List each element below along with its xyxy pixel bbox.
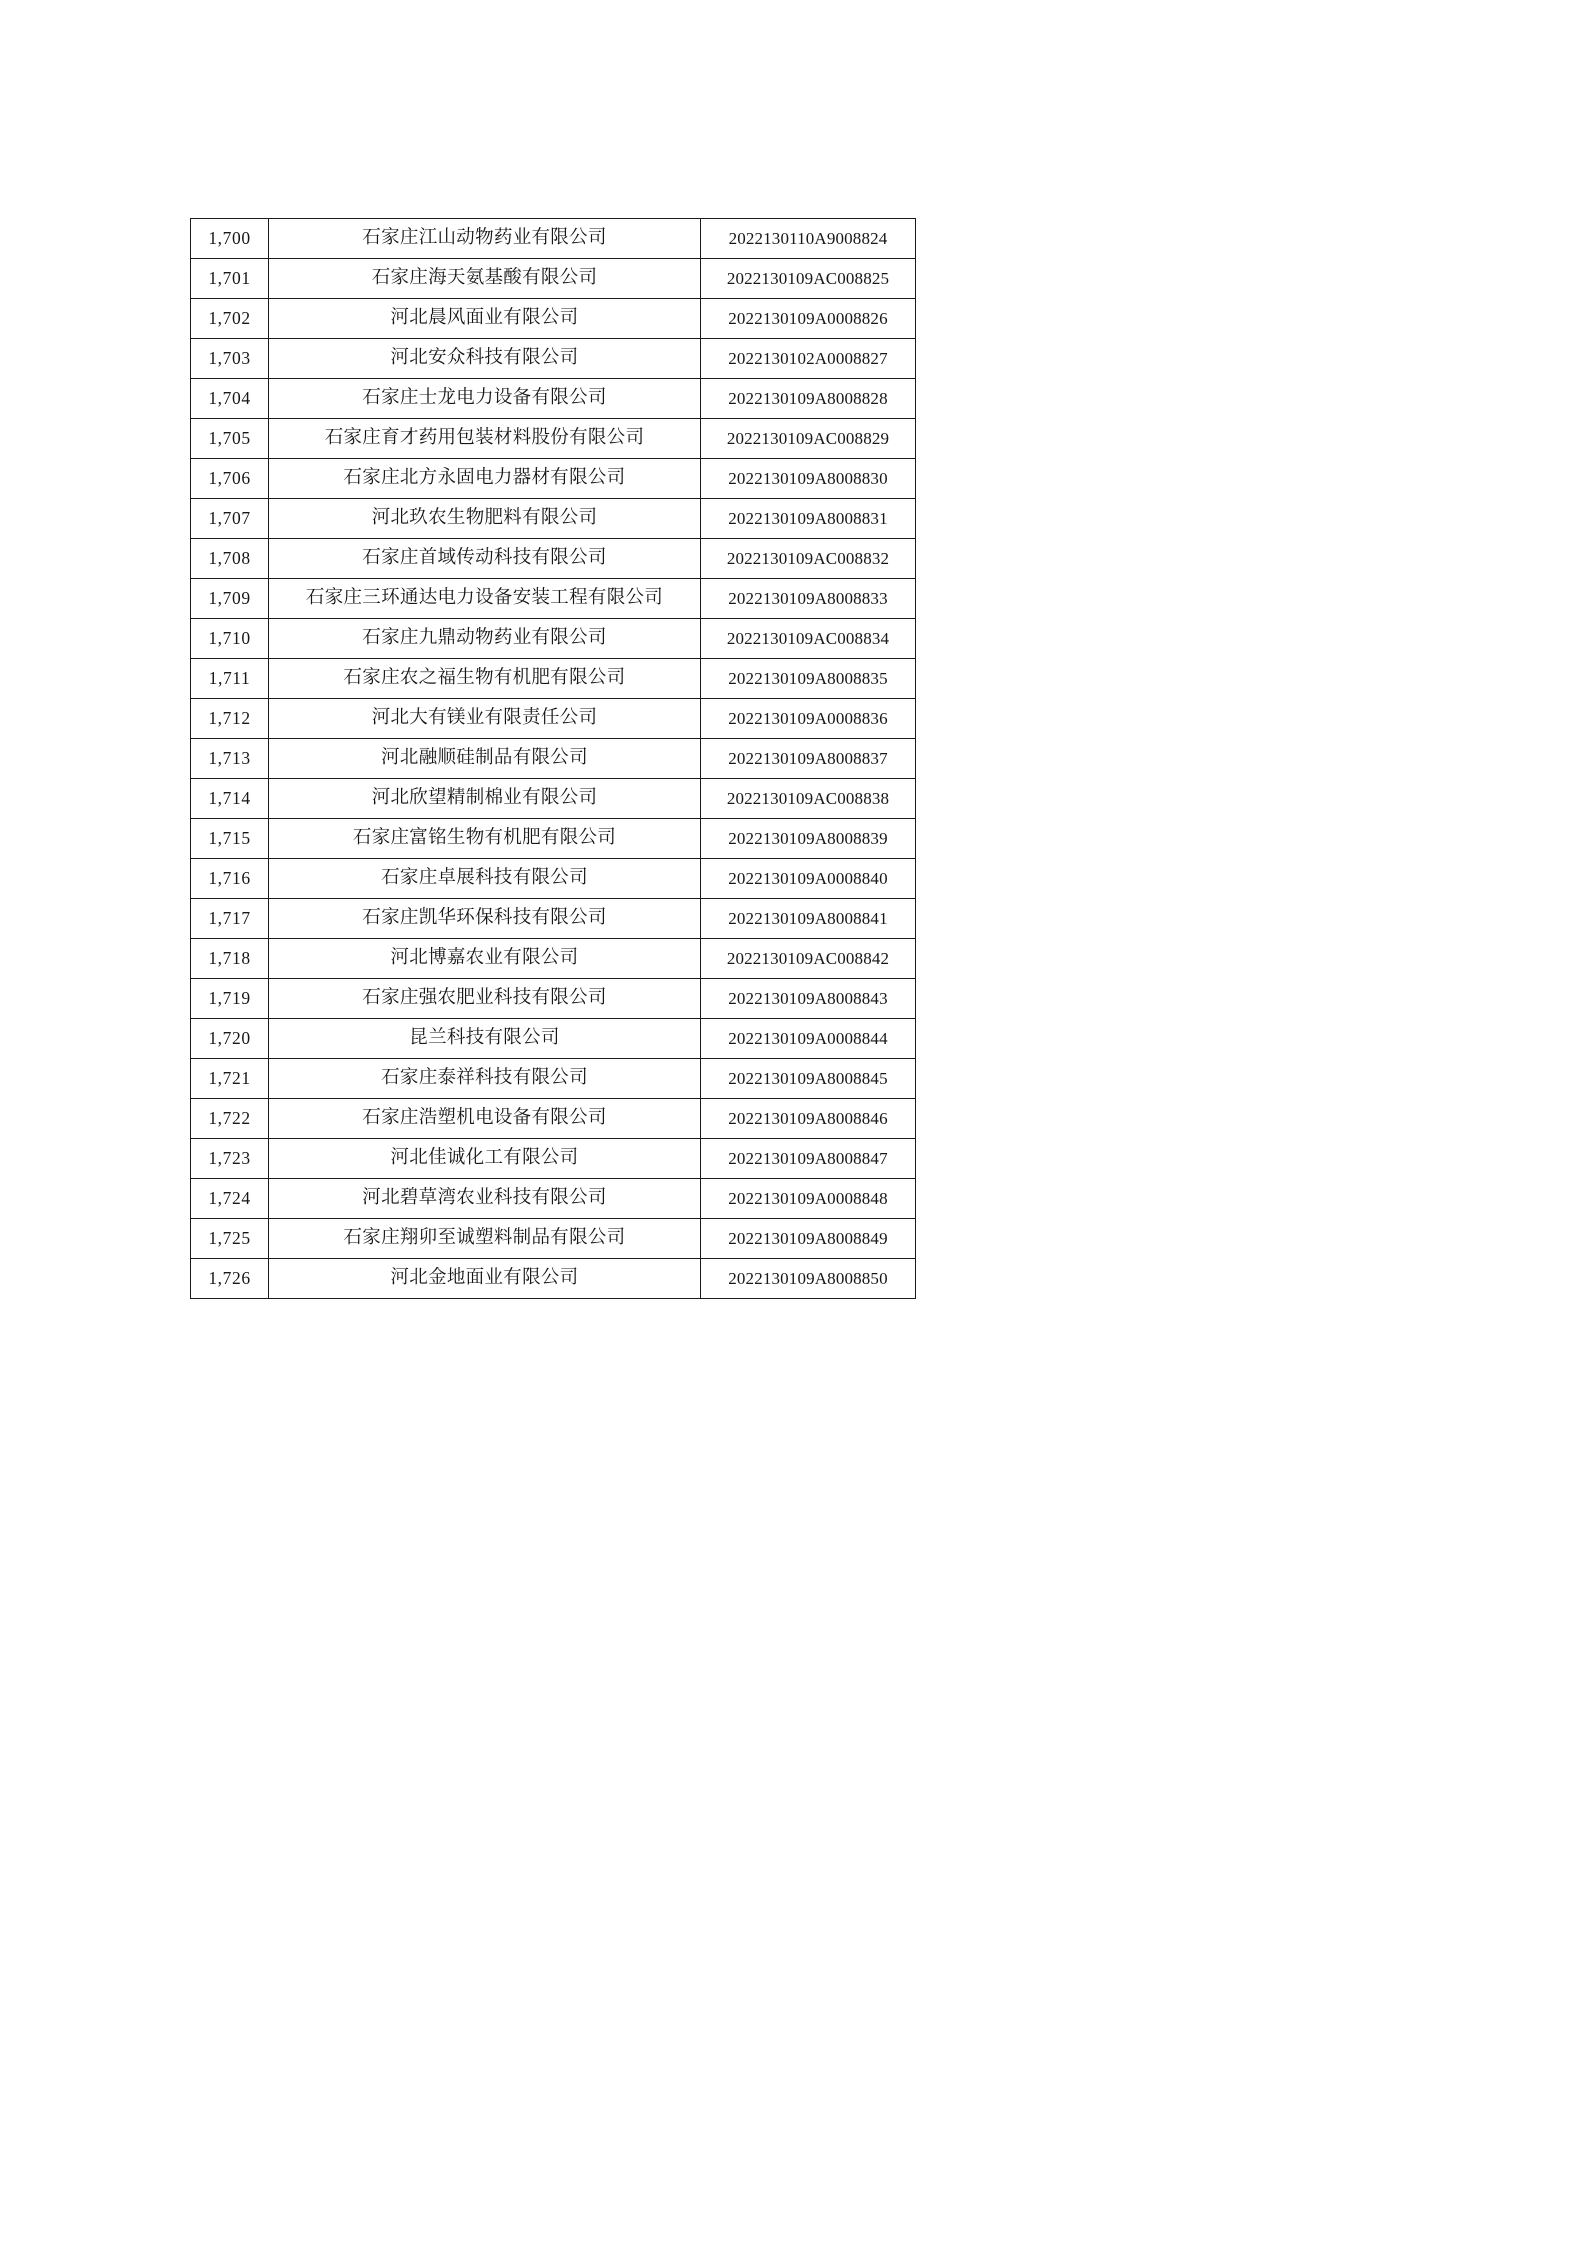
row-index-cell: 1,714 [191,779,269,819]
table-row [191,1179,916,1219]
certificate-code-cell: 2022130109A0008836 [701,699,916,739]
row-index-cell: 1,717 [191,899,269,939]
certificate-code-cell: 2022130109AC008838 [701,779,916,819]
table-row [191,979,916,1019]
row-index-cell: 1,716 [191,859,269,899]
table-row [191,419,916,459]
row-index-cell: 1,700 [191,219,269,259]
row-index-cell: 1,704 [191,379,269,419]
company-name-cell: 石家庄卓展科技有限公司 [269,859,701,899]
row-index-cell: 1,703 [191,339,269,379]
row-index-cell: 1,722 [191,1099,269,1139]
table-row [191,1099,916,1139]
row-index-cell: 1,721 [191,1059,269,1099]
table-row [191,1019,916,1059]
company-name-cell: 石家庄泰祥科技有限公司 [269,1059,701,1099]
company-name-cell: 石家庄首域传动科技有限公司 [269,539,701,579]
certificate-code-cell: 2022130110A9008824 [701,219,916,259]
table-body [191,219,916,1299]
row-index-cell: 1,708 [191,539,269,579]
certificate-code-cell: 2022130109AC008829 [701,419,916,459]
table-row [191,739,916,779]
company-name-cell: 河北安众科技有限公司 [269,339,701,379]
row-index-cell: 1,705 [191,419,269,459]
listing-table-container [190,218,915,1299]
certificate-code-cell: 2022130109A8008830 [701,459,916,499]
row-index-cell: 1,725 [191,1219,269,1259]
certificate-code-cell: 2022130109A8008835 [701,659,916,699]
company-name-cell: 昆兰科技有限公司 [269,1019,701,1059]
company-name-cell: 石家庄士龙电力设备有限公司 [269,379,701,419]
certificate-code-cell: 2022130109A8008839 [701,819,916,859]
certificate-code-cell: 2022130109A0008840 [701,859,916,899]
row-index-cell: 1,719 [191,979,269,1019]
table-row [191,219,916,259]
table-row [191,859,916,899]
company-name-cell: 石家庄浩塑机电设备有限公司 [269,1099,701,1139]
row-index-cell: 1,715 [191,819,269,859]
table-row [191,939,916,979]
table-row [191,1219,916,1259]
table-row [191,379,916,419]
row-index-cell: 1,707 [191,499,269,539]
table-row [191,659,916,699]
company-name-cell: 石家庄九鼎动物药业有限公司 [269,619,701,659]
table-row [191,259,916,299]
table-row [191,899,916,939]
row-index-cell: 1,720 [191,1019,269,1059]
certificate-code-cell: 2022130109A8008847 [701,1139,916,1179]
certificate-code-cell: 2022130109A0008844 [701,1019,916,1059]
row-index-cell: 1,723 [191,1139,269,1179]
certificate-code-cell: 2022130109A8008833 [701,579,916,619]
certificate-code-cell: 2022130109AC008825 [701,259,916,299]
row-index-cell: 1,713 [191,739,269,779]
certificate-code-cell: 2022130109AC008832 [701,539,916,579]
company-name-cell: 石家庄育才药用包装材料股份有限公司 [269,419,701,459]
table-row [191,699,916,739]
certificate-code-cell: 2022130109A8008849 [701,1219,916,1259]
certificate-code-cell: 2022130109AC008842 [701,939,916,979]
company-listing-table [190,218,916,1299]
table-row [191,459,916,499]
company-name-cell: 河北融顺硅制品有限公司 [269,739,701,779]
table-row [191,339,916,379]
company-name-cell: 石家庄江山动物药业有限公司 [269,219,701,259]
table-row [191,1059,916,1099]
company-name-cell: 河北大有镁业有限责任公司 [269,699,701,739]
certificate-code-cell: 2022130109A0008848 [701,1179,916,1219]
row-index-cell: 1,712 [191,699,269,739]
company-name-cell: 石家庄海天氨基酸有限公司 [269,259,701,299]
certificate-code-cell: 2022130109A8008831 [701,499,916,539]
certificate-code-cell: 2022130109A8008850 [701,1259,916,1299]
row-index-cell: 1,724 [191,1179,269,1219]
certificate-code-cell: 2022130109A8008843 [701,979,916,1019]
company-name-cell: 河北欣望精制棉业有限公司 [269,779,701,819]
company-name-cell: 石家庄北方永固电力器材有限公司 [269,459,701,499]
row-index-cell: 1,726 [191,1259,269,1299]
row-index-cell: 1,718 [191,939,269,979]
table-row [191,619,916,659]
company-name-cell: 石家庄凯华环保科技有限公司 [269,899,701,939]
certificate-code-cell: 2022130109A8008828 [701,379,916,419]
certificate-code-cell: 2022130109A8008837 [701,739,916,779]
certificate-code-cell: 2022130102A0008827 [701,339,916,379]
company-name-cell: 石家庄翔卯至诚塑料制品有限公司 [269,1219,701,1259]
company-name-cell: 石家庄富铭生物有机肥有限公司 [269,819,701,859]
row-index-cell: 1,710 [191,619,269,659]
company-name-cell: 河北碧草湾农业科技有限公司 [269,1179,701,1219]
company-name-cell: 石家庄农之福生物有机肥有限公司 [269,659,701,699]
row-index-cell: 1,709 [191,579,269,619]
certificate-code-cell: 2022130109A8008846 [701,1099,916,1139]
company-name-cell: 石家庄三环通达电力设备安装工程有限公司 [269,579,701,619]
certificate-code-cell: 2022130109A8008845 [701,1059,916,1099]
table-row [191,1259,916,1299]
company-name-cell: 河北博嘉农业有限公司 [269,939,701,979]
company-name-cell: 河北玖农生物肥料有限公司 [269,499,701,539]
table-row [191,1139,916,1179]
table-row [191,819,916,859]
table-row [191,579,916,619]
table-row [191,299,916,339]
company-name-cell: 河北金地面业有限公司 [269,1259,701,1299]
certificate-code-cell: 2022130109A8008841 [701,899,916,939]
table-row [191,499,916,539]
company-name-cell: 河北晨风面业有限公司 [269,299,701,339]
table-row [191,539,916,579]
row-index-cell: 1,702 [191,299,269,339]
certificate-code-cell: 2022130109A0008826 [701,299,916,339]
row-index-cell: 1,711 [191,659,269,699]
row-index-cell: 1,701 [191,259,269,299]
row-index-cell: 1,706 [191,459,269,499]
table-row [191,779,916,819]
certificate-code-cell: 2022130109AC008834 [701,619,916,659]
company-name-cell: 石家庄强农肥业科技有限公司 [269,979,701,1019]
company-name-cell: 河北佳诚化工有限公司 [269,1139,701,1179]
